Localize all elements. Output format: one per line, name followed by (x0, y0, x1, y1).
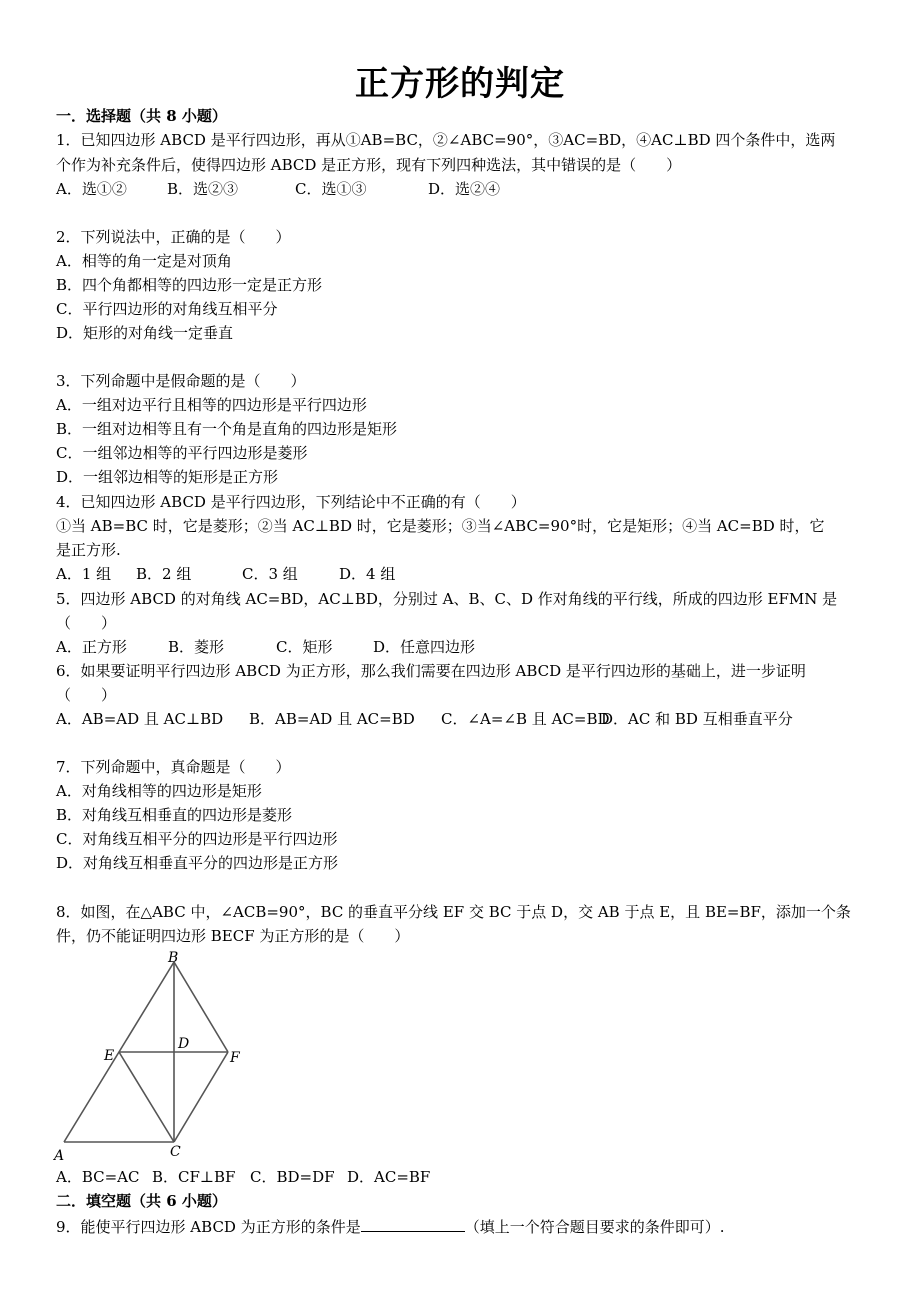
q2-option-a: A．相等的角一定是对顶角 (56, 252, 232, 270)
q8-option-b: B．CF⊥BF (152, 1168, 236, 1186)
segment-ec (119, 1052, 174, 1142)
label-c: C (170, 1144, 181, 1160)
q1-options (56, 179, 500, 199)
q6-option-b: B．AB=AD 且 AC=BD (249, 710, 415, 728)
label-e: E (104, 1048, 115, 1064)
label-a: A (54, 1148, 65, 1164)
q2-option-c: C．平行四边形的对角线互相平分 (56, 300, 278, 318)
q5-options (56, 637, 475, 657)
q5-option-c: C．矩形 (276, 638, 333, 656)
q3-option-d: D．一组邻边相等的矩形是正方形 (56, 468, 279, 486)
q6-stem-line2: （ ） (56, 686, 117, 704)
q8-stem-line2: 件，仍不能证明四边形 BECF 为正方形的是（ ） (56, 927, 410, 945)
q9-answer-blank[interactable] (361, 1216, 465, 1232)
q6-stem-line1: 6．如果要证明平行四边形 ABCD 为正方形，那么我们需要在四边形 ABCD 是平行四边形的基础上，进一步证明 (56, 662, 806, 680)
q6-option-d: D．AC 和 BD 互相垂直平分 (601, 710, 793, 728)
q1-option-a: A．选①② (56, 180, 127, 198)
label-b: B (168, 950, 179, 966)
q6-options (56, 709, 793, 729)
q1-option-d: D．选②④ (428, 180, 501, 198)
q7-stem: 7．下列命题中，真命题是（ ） (56, 758, 291, 776)
q9-line (56, 1216, 725, 1237)
q4-option-a: A．1 组 (56, 565, 112, 583)
q7-option-d: D．对角线互相垂直平分的四边形是正方形 (56, 854, 339, 872)
q1-option-c: C．选①③ (295, 180, 367, 198)
q1-stem-line1: 1．已知四边形 ABCD 是平行四边形，再从①AB=BC，②∠ABC=90°，③AC=BD，④AC⊥BD 四个条件中，选两 (56, 131, 836, 149)
q5-option-b: B．菱形 (168, 638, 225, 656)
q7-option-a: A．对角线相等的四边形是矩形 (56, 782, 262, 800)
q8-option-d: D．AC=BF (347, 1168, 431, 1186)
q5-option-d: D．任意四边形 (373, 638, 476, 656)
q7-option-c: C．对角线互相平分的四边形是平行四边形 (56, 830, 338, 848)
q6-option-c: C．∠A=∠B 且 AC=BD (441, 710, 610, 728)
page-title: 正方形的判定 (355, 64, 565, 104)
q3-option-b: B．一组对边相等且有一个角是直角的四边形是矩形 (56, 420, 398, 438)
q8-stem-line1: 8．如图，在△ABC 中，∠ACB=90°，BC 的垂直平分线 EF 交 BC 于点 D，交 AB 于点 E，且 BE=BF，添加一个条 (56, 903, 851, 921)
q4-option-b: B．2 组 (136, 565, 192, 583)
q4-stem-line2: ①当 AB=BC 时，它是菱形；②当 AC⊥BD 时，它是菱形；③当∠ABC=90°时，它是矩形；④当 AC=BD 时，它 (56, 517, 825, 535)
section-heading-choice: 一．选择题（共 8 小题） (56, 107, 227, 125)
q4-option-d: D．4 组 (339, 565, 396, 583)
q3-stem: 3．下列命题中是假命题的是（ ） (56, 372, 306, 390)
q4-stem: 4．已知四边形 ABCD 是平行四边形，下列结论中不正确的有（ ） (56, 493, 526, 511)
q7-option-b: B．对角线互相垂直的四边形是菱形 (56, 806, 293, 824)
q1-option-b: B．选②③ (167, 180, 239, 198)
q6-option-a: A．AB=AD 且 AC⊥BD (56, 710, 224, 728)
q1-stem-line2: 个作为补充条件后，使得四边形 ABCD 是正方形，现有下列四种选法，其中错误的是（ ） (56, 156, 682, 174)
q5-stem-line1: 5．四边形 ABCD 的对角线 AC=BD，AC⊥BD，分别过 A、B、C、D 作对角线的平行线，所成的四边形 EFMN 是 (56, 590, 838, 608)
q9-stem-tail: （填上一个符合题目要求的条件即可）. (464, 1218, 725, 1236)
q2-stem: 2．下列说法中，正确的是（ ） (56, 228, 291, 246)
q3-option-c: C．一组邻边相等的平行四边形是菱形 (56, 444, 308, 462)
q8-options (56, 1167, 430, 1187)
q2-option-d: D．矩形的对角线一定垂直 (56, 324, 234, 342)
q2-option-b: B．四个角都相等的四边形一定是正方形 (56, 276, 323, 294)
q4-stem-line3: 是正方形. (56, 541, 121, 559)
label-f: F (230, 1050, 240, 1066)
q4-option-c: C．3 组 (242, 565, 298, 583)
q8-option-c: C．BD=DF (250, 1168, 335, 1186)
q3-option-a: A．一组对边平行且相等的四边形是平行四边形 (56, 396, 367, 414)
q9-stem: 9．能使平行四边形 ABCD 为正方形的条件是 (56, 1218, 361, 1236)
segment-fc (174, 1052, 228, 1142)
q8-option-a: A．BC=AC (56, 1168, 140, 1186)
section-heading-fill: 二．填空题（共 6 小题） (56, 1192, 227, 1210)
q4-options (56, 564, 395, 584)
label-d: D (178, 1036, 190, 1052)
q5-option-a: A．正方形 (56, 638, 127, 656)
q8-figure (48, 948, 258, 1166)
q5-stem-line2: （ ） (56, 614, 117, 632)
